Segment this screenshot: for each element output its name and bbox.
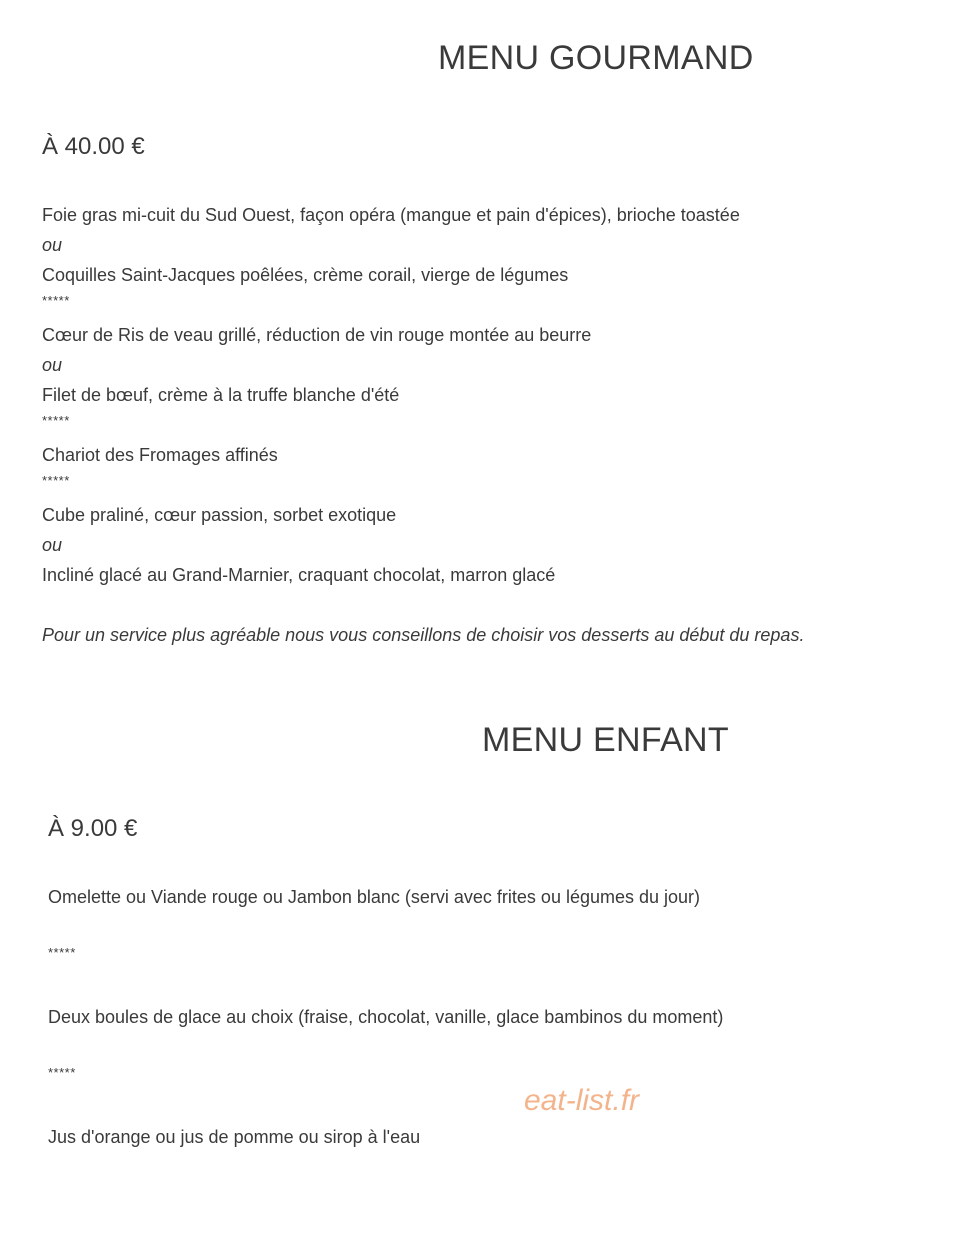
menu-item: Deux boules de glace au choix (fraise, chocolat, vanille, glace bambinos du moment) [48, 1007, 724, 1027]
menu-item: Cube praliné, cœur passion, sorbet exotique [42, 505, 397, 525]
menu-separator-stars: ***** [42, 413, 70, 428]
menu-gourmand-price: À 40.00 € [42, 133, 145, 160]
menu-separator-ou: ou [42, 235, 63, 255]
menu-gourmand-title: MENU GOURMAND [438, 39, 754, 77]
menu-separator-stars: ***** [42, 473, 70, 488]
menu-item: Omelette ou Viande rouge ou Jambon blanc (servi avec frites ou légumes du jour) [48, 887, 701, 907]
menu-item: Cœur de Ris de veau grillé, réduction de vin rouge montée au beurre [42, 325, 592, 345]
menu-enfant-price: À 9.00 € [48, 815, 138, 842]
menu-separator-stars: ***** [42, 293, 70, 308]
menu-item: Filet de bœuf, crème à la truffe blanche d'été [42, 385, 400, 405]
menu-item: Foie gras mi-cuit du Sud Ouest, façon opéra (mangue et pain d'épices), brioche toastée [42, 205, 740, 225]
menu-enfant-title: MENU ENFANT [482, 721, 729, 759]
menu-separator-ou: ou [42, 535, 63, 555]
menu-separator-stars: ***** [48, 1065, 76, 1080]
menu-item: Coquilles Saint-Jacques poêlées, crème corail, vierge de légumes [42, 265, 569, 285]
menu-separator-ou: ou [42, 355, 63, 375]
menu-separator-stars: ***** [48, 945, 76, 960]
menu-item: Jus d'orange ou jus de pomme ou sirop à l'eau [48, 1127, 421, 1147]
watermark: eat-list.fr [524, 1084, 640, 1117]
menu-item: Chariot des Fromages affinés [42, 445, 278, 465]
menu-item: Incliné glacé au Grand-Marnier, craquant chocolat, marron glacé [42, 565, 556, 585]
menu-gourmand-note: Pour un service plus agréable nous vous conseillons de choisir vos desserts au début du repas. [42, 625, 805, 645]
